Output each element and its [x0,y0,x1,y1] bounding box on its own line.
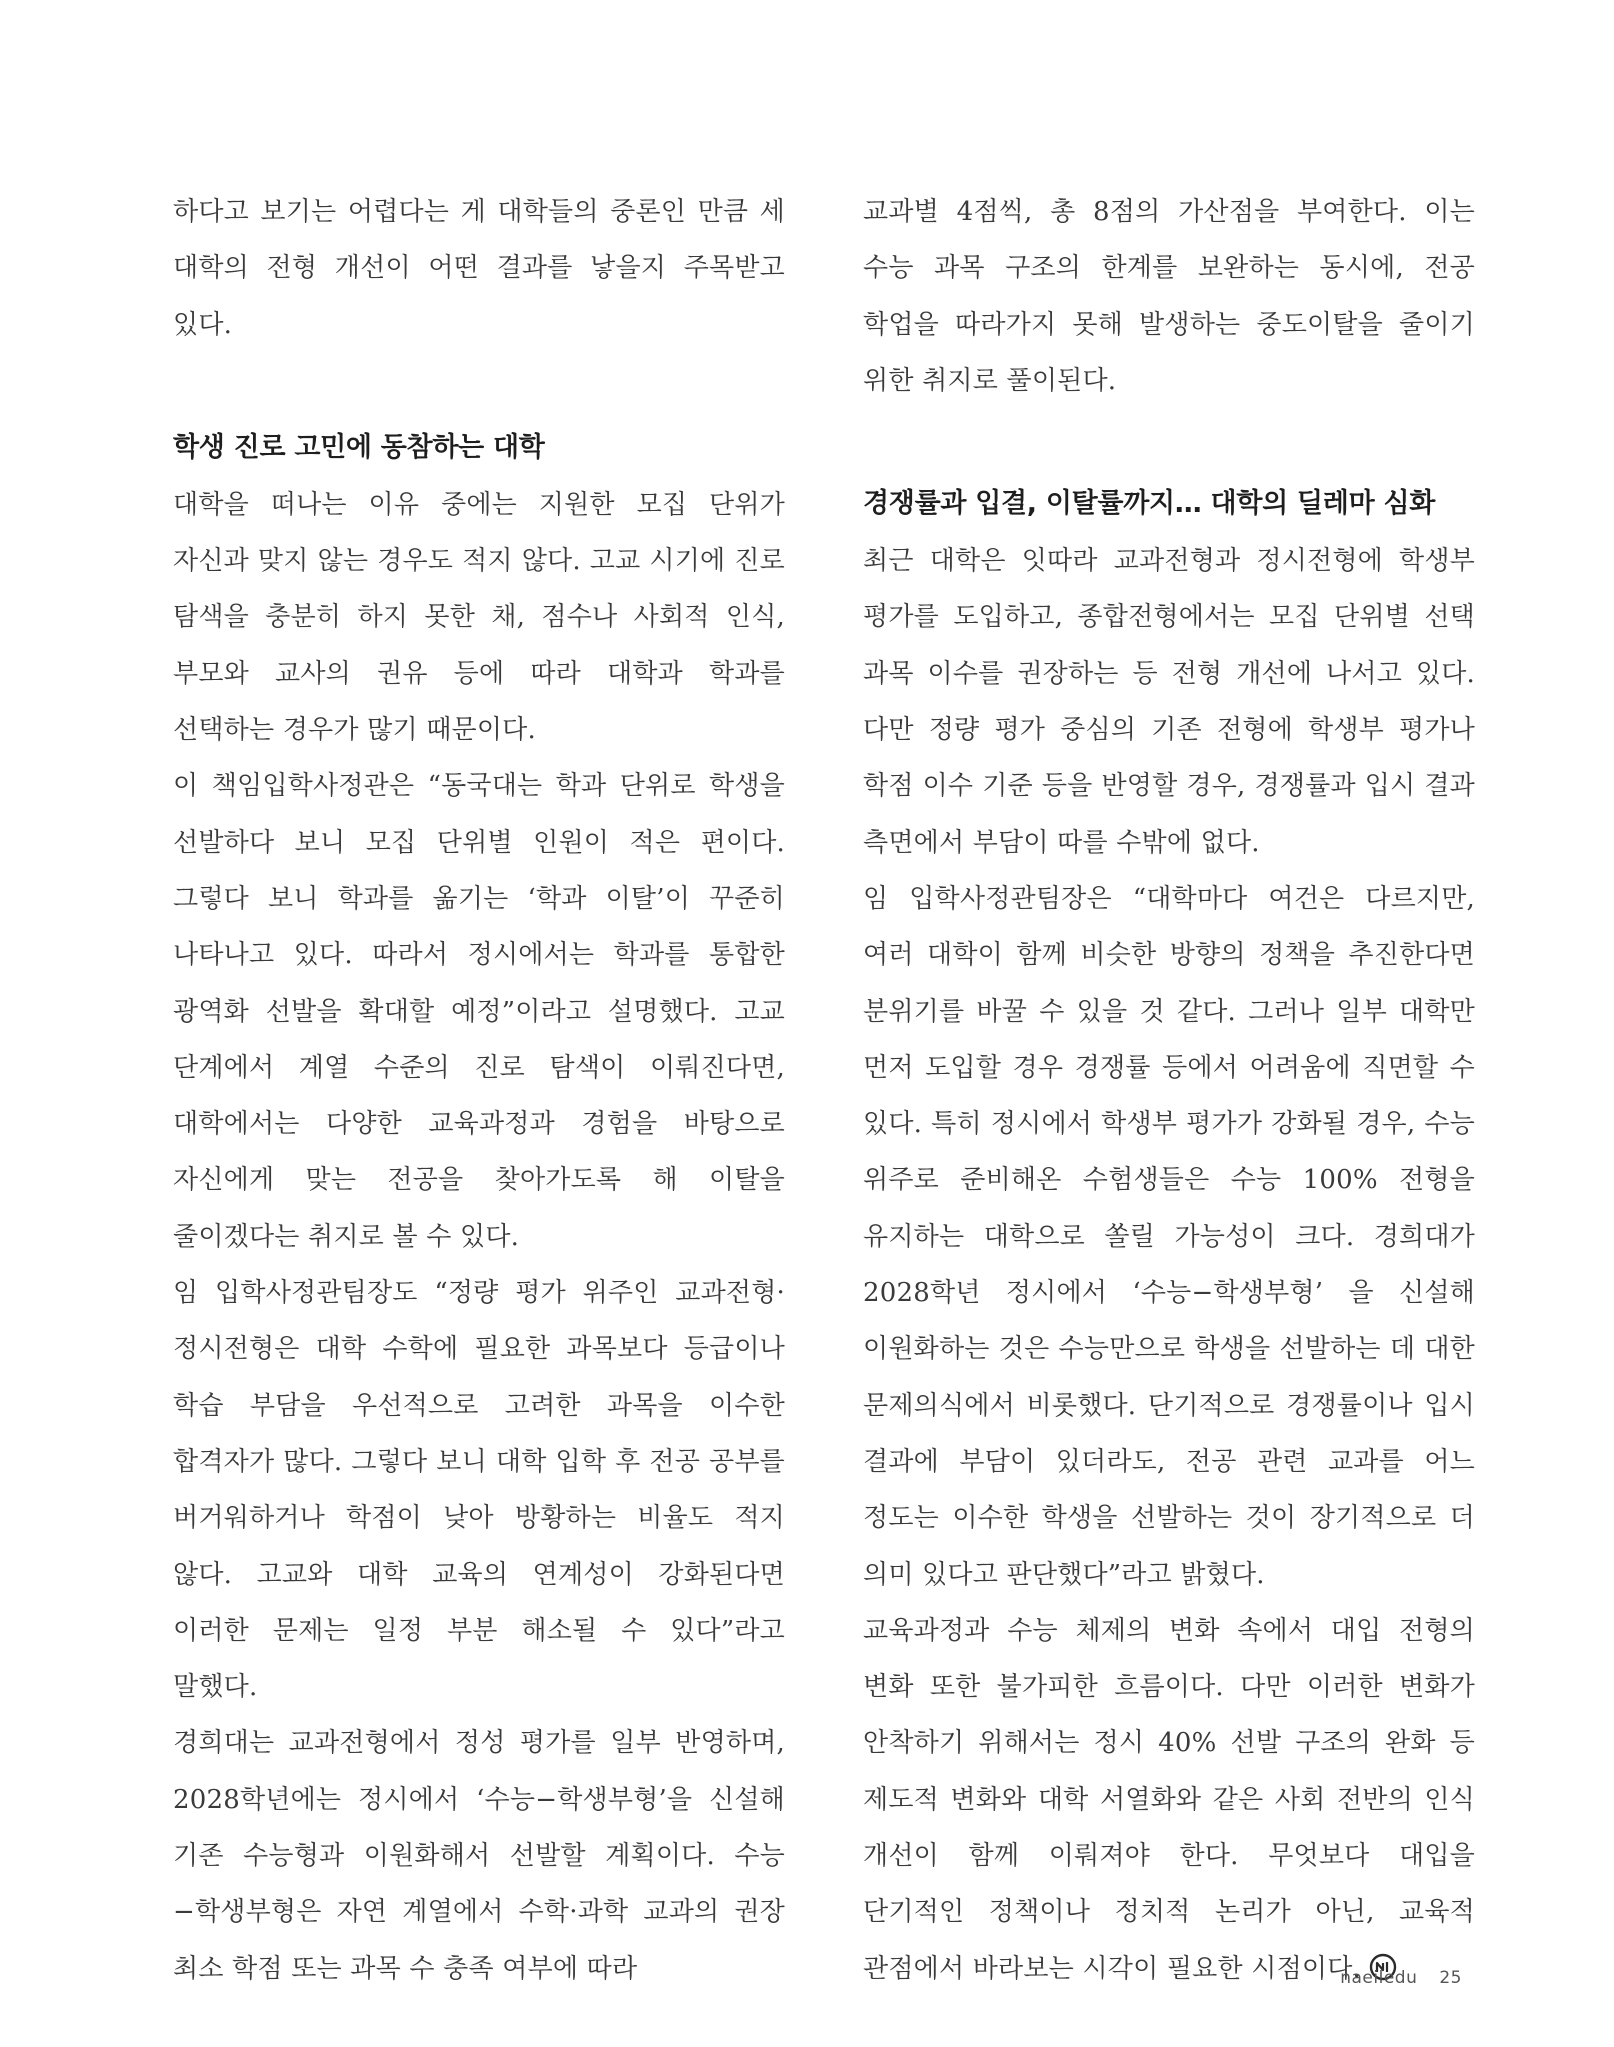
closing-paragraph-text: 교육과정과 수능 체제의 변화 속에서 대입 전형의 변화 또한 불가피한 흐름이다. 다만 이러한 변화가 안착하기 위해서는 정시 40% 선발 구조의 완화 등 제도적 변화와 대학 서열화와 같은 사회 전반의 인식 개선이 함께 이뤄져야 한다. 무엇보다 대입을 단기적인 정책이나 정치적 논리가 아닌, 교육적 관점에서 바라보는 시각이 필요한 시점이다. [863,1615,1475,1984]
section-heading-career: 학생 진로 고민에 동참하는 대학 [173,431,545,463]
page-number: 25 [1439,1968,1462,1988]
left-intro-paragraph: 하다고 보기는 어렵다는 게 대학들의 중론인 만큼 세 대학의 전형 개선이 어떤 결과를 낳을지 주목받고 있다. [173,197,785,340]
body-paragraph: 임 입학사정관팀장도 “정량 평가 위주인 교과전형·정시전형은 대학 수학에 필요한 과목보다 등급이나 학습 부담을 우선적으로 고려한 과목을 이수한 합격자가 많다. 그렇다 보니 대학 입학 후 전공 공부를 버거워하거나 학점이 낮아 방황하는 비율도 적지 않다. 고교와 대학 교육의 연계성이 강화된다면 이러한 문제는 일정 부분 해소될 수 있다”라고 말했다. [173,1278,785,1703]
body-paragraph: 경희대는 교과전형에서 정성 평가를 일부 반영하며, 2028학년에는 정시에서 ‘수능−학생부형’을 신설해 기존 수능형과 이원화해서 선발할 계획이다. 수능−학생부형은 자연 계열에서 수학·과학 교과의 권장 최소 학점 또는 과목 수 충족 여부에 따라 [173,1728,785,1984]
section-heading-dilemma: 경쟁률과 입결, 이탈률까지… 대학의 딜레마 심화 [863,488,1436,520]
body-paragraph: 대학을 떠나는 이유 중에는 지원한 모집 단위가 자신과 맞지 않는 경우도 적지 않다. 고교 시기에 진로 탐색을 충분히 하지 못한 채, 점수나 사회적 인식, 부모와 교사의 권유 등에 따라 대학과 학과를 선택하는 경우가 많기 때문이다. [173,489,785,746]
right-column [863,184,1475,1997]
section-spacer [863,409,1475,465]
left-column [173,184,785,1997]
section-spacer [173,353,785,409]
publication-name: naeiledu [1340,1968,1418,1988]
closing-paragraph [863,1603,1475,1997]
right-intro-paragraph: 교과별 4점씩, 총 8점의 가산점을 부여한다. 이는 수능 과목 구조의 한계를 보완하는 동시에, 전공 학업을 따라가지 못해 발생하는 중도이탈을 줄이기 위한 취지로 풀이된다. [863,197,1475,396]
body-paragraph: 최근 대학은 잇따라 교과전형과 정시전형에 학생부 평가를 도입하고, 종합전형에서는 모집 단위별 선택 과목 이수를 권장하는 등 전형 개선에 나서고 있다. 다만 정량 평가 중심의 기존 전형에 학생부 평가나 학점 이수 기준 등을 반영할 경우, 경쟁률과 입시 결과 측면에서 부담이 따를 수밖에 없다. [863,546,1475,858]
body-paragraph: 이 책임입학사정관은 “동국대는 학과 단위로 학생을 선발하다 보니 모집 단위별 인원이 적은 편이다. 그렇다 보니 학과를 옮기는 ‘학과 이탈’이 꾸준히 나타나고 있다. 따라서 정시에서는 학과를 통합한 광역화 선발을 확대할 예정”이라고 설명했다. 고교 단계에서 계열 수준의 진로 탐색이 이뤄진다면, 대학에서는 다양한 교육과정과 경험을 바탕으로 자신에게 맞는 전공을 찾아가도록 해 이탈을 줄이겠다는 취지로 볼 수 있다. [173,771,785,1252]
body-paragraph: 임 입학사정관팀장은 “대학마다 여건은 다르지만, 여러 대학이 함께 비슷한 방향의 정책을 추진한다면 분위기를 바꿀 수 있을 것 같다. 그러나 일부 대학만 먼저 도입할 경우 경쟁률 등에서 어려움에 직면할 수 있다. 특히 정시에서 학생부 평가가 강화될 경우, 수능 위주로 준비해온 수험생들은 수능 100% 전형을 유지하는 대학으로 쏠릴 가능성이 크다. 경희대가 2028학년 정시에서 ‘수능−학생부형’ 을 신설해 이원화하는 것은 수능만으로 학생을 선발하는 데 대한 문제의식에서 비롯했다. 단기적으로 경쟁률이나 입시 결과에 부담이 있더라도, 전공 관련 교과를 어느 정도는 이수한 학생을 선발하는 것이 장기적으로 더 의미 있다고 판단했다”라고 밝혔다. [863,883,1475,1590]
page-footer [1340,1968,1462,1988]
